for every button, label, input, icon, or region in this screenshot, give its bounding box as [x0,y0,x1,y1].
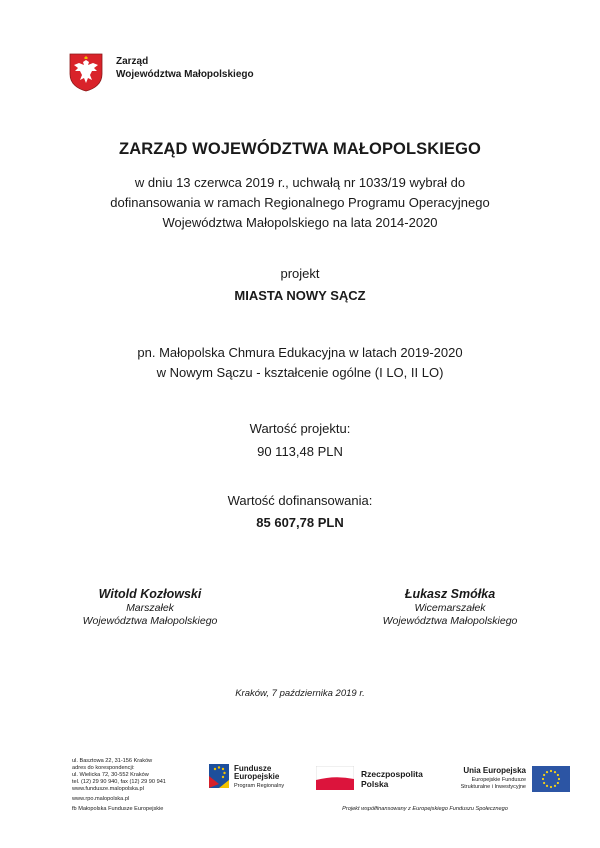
address-line: fb Małopolska Fundusze Europejskie [72,806,164,812]
project-label: projekt [280,266,320,281]
issuer-name-line-1: Zarząd [116,56,149,67]
issuer-name-line-2: Województwa Małopolskiego [116,69,254,80]
address-line: ul. Wielicka 72, 30-552 Kraków [72,772,149,778]
address-line: www.fundusze.malopolska.pl [72,786,144,792]
fe-logo-text-1: Fundusze [234,764,272,773]
page-title: ZARZĄD WOJEWÓDZTWA MAŁOPOLSKIEGO [119,140,481,158]
intro-line-2: dofinansowania w ramach Regionalnego Programu Operacyjnego [110,195,490,210]
eu-logo-text-3: Strukturalne i Inwestycyjne [460,784,526,790]
polish-flag-icon [316,766,354,790]
place-and-date: Kraków, 7 października 2019 r. [235,688,365,699]
project-name-line-1: pn. Małopolska Chmura Edukacyjna w latach 2019-2020 [137,345,463,360]
address-line: ul. Basztowa 22, 31-156 Kraków [72,758,153,764]
fe-logo-text-2: Europejskie [234,772,280,781]
cofunding-value-amount: 85 607,78 PLN [256,515,344,530]
address-line: adres do korespondencji: [72,765,135,771]
project-value-amount: 90 113,48 PLN [257,444,343,459]
intro-line-1: w dniu 13 czerwca 2019 r., uchwałą nr 1033/19 wybrał do [134,175,466,190]
signatory-right-name: Łukasz Smółka [404,587,496,601]
eu-flag-icon [532,766,570,792]
fundusze-europejskie-logo-icon [207,762,231,790]
signatory-left-role: Marszałek [126,602,174,614]
beneficiary-name: MIASTA NOWY SĄCZ [234,288,366,303]
eu-logo-text-2: Europejskie Fundusze [471,777,526,783]
signatory-left-name: Witold Kozłowski [98,587,202,601]
signatory-left-org: Województwa Małopolskiego [82,615,218,627]
intro-line-3: Województwa Małopolskiego na lata 2014-2020 [162,215,438,230]
address-line: www.rpo.malopolska.pl [72,796,130,802]
eu-logo-text-1: Unia Europejska [463,766,526,775]
cofunding-value-label: Wartość dofinansowania: [227,493,373,508]
project-value-label: Wartość projektu: [249,421,351,436]
fe-logo-text-3: Program Regionalny [234,783,285,789]
address-line: tel. (12) 29 90 940, fax (12) 29 90 941 [72,779,166,785]
signatory-right-role: Wicemarszałek [414,602,486,614]
rp-logo-text-1: Rzeczpospolita [361,769,423,779]
malopolska-eagle-crest-icon [66,52,106,92]
project-name-line-2: w Nowym Sączu - kształcenie ogólne (I LO, II LO) [156,365,444,380]
signatory-right-org: Województwa Małopolskiego [382,615,518,627]
rp-logo-text-2: Polska [361,779,389,789]
cofinancing-note: Projekt współfinansowany z Europejskiego Funduszu Społecznego [342,806,508,812]
